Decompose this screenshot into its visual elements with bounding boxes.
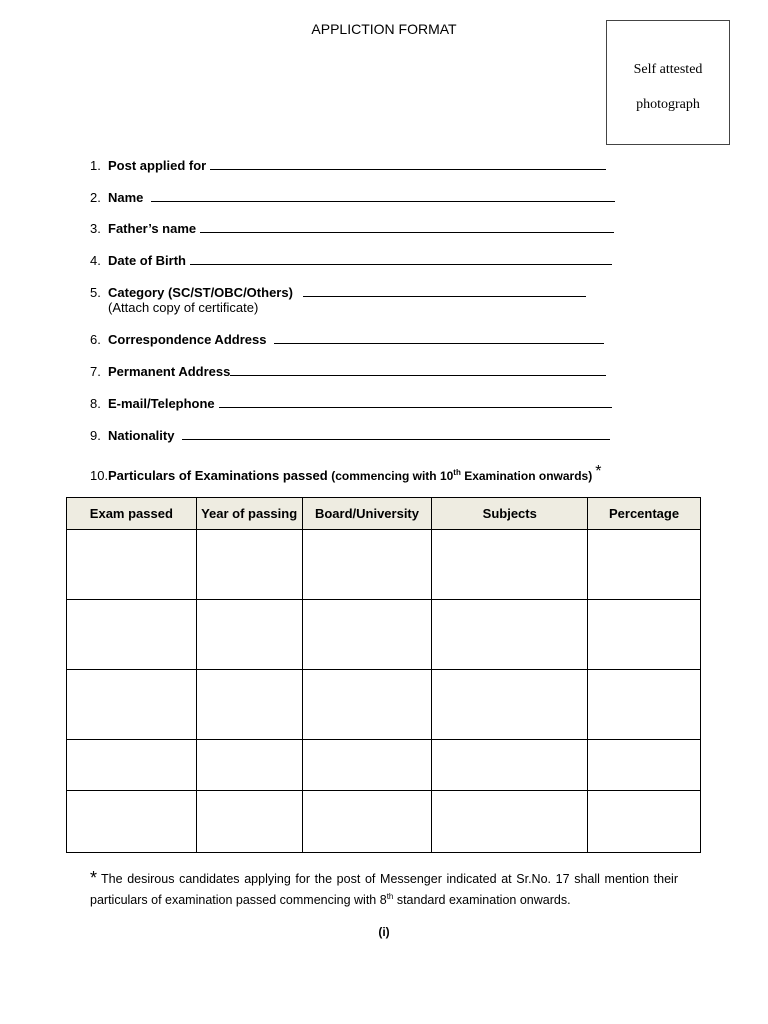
field-label: Correspondence Address [108, 332, 267, 347]
table-cell[interactable] [302, 670, 432, 740]
table-cell[interactable] [196, 740, 302, 791]
item-examinations-heading [90, 463, 601, 483]
field-label: Permanent Address [108, 364, 231, 379]
table-cell[interactable] [196, 600, 302, 670]
fill-line[interactable] [190, 252, 612, 265]
table-cell[interactable] [67, 600, 197, 670]
examinations-table [66, 497, 701, 853]
field-email-telephone[interactable] [90, 395, 612, 411]
fill-line[interactable] [230, 363, 606, 376]
fill-line[interactable] [210, 157, 606, 170]
fill-line[interactable] [182, 427, 610, 440]
paren-close: Examination onwards) [460, 469, 593, 483]
table-cell[interactable] [588, 600, 701, 670]
footnote [90, 870, 678, 909]
photo-label-line1: Self attested [633, 62, 703, 77]
column-header: Year of passing [196, 498, 302, 530]
table-cell[interactable] [67, 670, 197, 740]
field-correspondence-address[interactable] [90, 331, 604, 347]
table-row [67, 670, 701, 740]
fill-line[interactable] [274, 331, 604, 344]
fill-line[interactable] [151, 189, 615, 202]
photo-label-line2: photograph [636, 97, 700, 112]
field-label: Father’s name [108, 221, 197, 236]
field-label: Particulars of Examinations passed [108, 468, 328, 483]
field-label: Name [108, 190, 144, 205]
field-category[interactable] [90, 284, 586, 315]
table-cell[interactable] [432, 530, 588, 600]
field-number: 2. [90, 190, 101, 205]
footnote-asterisk: * [90, 868, 98, 888]
paren-open: (commencing with 10 [331, 469, 454, 483]
field-number: 4. [90, 253, 101, 268]
field-date-of-birth[interactable] [90, 252, 612, 268]
fill-line[interactable] [219, 395, 612, 408]
table-cell[interactable] [302, 530, 432, 600]
table-cell[interactable] [196, 530, 302, 600]
field-post-applied[interactable] [90, 157, 606, 173]
table-cell[interactable] [302, 740, 432, 791]
table-cell[interactable] [588, 791, 701, 853]
column-header: Exam passed [67, 498, 197, 530]
footnote-text-end: standard examination onwards. [393, 893, 571, 908]
field-label: Date of Birth [108, 253, 186, 268]
field-number: 7. [90, 364, 101, 379]
table-cell[interactable] [196, 670, 302, 740]
table-row [67, 791, 701, 853]
table-cell[interactable] [432, 670, 588, 740]
superscript: th [386, 892, 394, 901]
field-label: E-mail/Telephone [108, 396, 215, 411]
table-cell[interactable] [432, 791, 588, 853]
field-number: 1. [90, 158, 101, 173]
table-cell[interactable] [67, 740, 197, 791]
field-label: Nationality [108, 428, 175, 443]
table-cell[interactable] [302, 600, 432, 670]
fill-line[interactable] [303, 284, 586, 297]
photograph-box [606, 20, 730, 145]
paren-note [331, 469, 592, 483]
table-cell[interactable] [432, 740, 588, 791]
field-fathers-name[interactable] [90, 220, 614, 236]
footnote-text: The desirous candidates applying for the post of Messenger indicated at Sr.No. 17 shall mention their particulars of examination passed commencing with 8 [90, 872, 678, 908]
field-nationality[interactable] [90, 427, 610, 443]
table-cell[interactable] [67, 791, 197, 853]
table-header-row [67, 498, 701, 530]
table-cell[interactable] [67, 530, 197, 600]
asterisk: * [595, 463, 602, 480]
field-sublabel: (Attach copy of certificate) [108, 300, 259, 315]
fill-line[interactable] [200, 220, 614, 233]
field-name[interactable] [90, 189, 615, 205]
field-label: Category (SC/ST/OBC/Others) [108, 285, 293, 300]
table-row [67, 740, 701, 791]
page-number: (i) [378, 925, 390, 939]
table-cell[interactable] [432, 600, 588, 670]
field-label: Post applied for [108, 158, 207, 173]
column-header: Percentage [588, 498, 701, 530]
superscript: th [453, 468, 461, 477]
field-number: 3. [90, 221, 101, 236]
field-number: 9. [90, 428, 101, 443]
page-title: APPLICTION FORMAT [311, 21, 457, 37]
table-cell[interactable] [302, 791, 432, 853]
table-cell[interactable] [588, 670, 701, 740]
table-row [67, 600, 701, 670]
table-cell[interactable] [196, 791, 302, 853]
table-cell[interactable] [588, 740, 701, 791]
field-number: 8. [90, 396, 101, 411]
field-number: 6. [90, 332, 101, 347]
table-cell[interactable] [588, 530, 701, 600]
field-permanent-address[interactable] [90, 363, 606, 379]
field-number: 10. [90, 468, 109, 483]
table-row [67, 530, 701, 600]
column-header: Subjects [432, 498, 588, 530]
column-header: Board/University [302, 498, 432, 530]
field-number: 5. [90, 285, 101, 300]
